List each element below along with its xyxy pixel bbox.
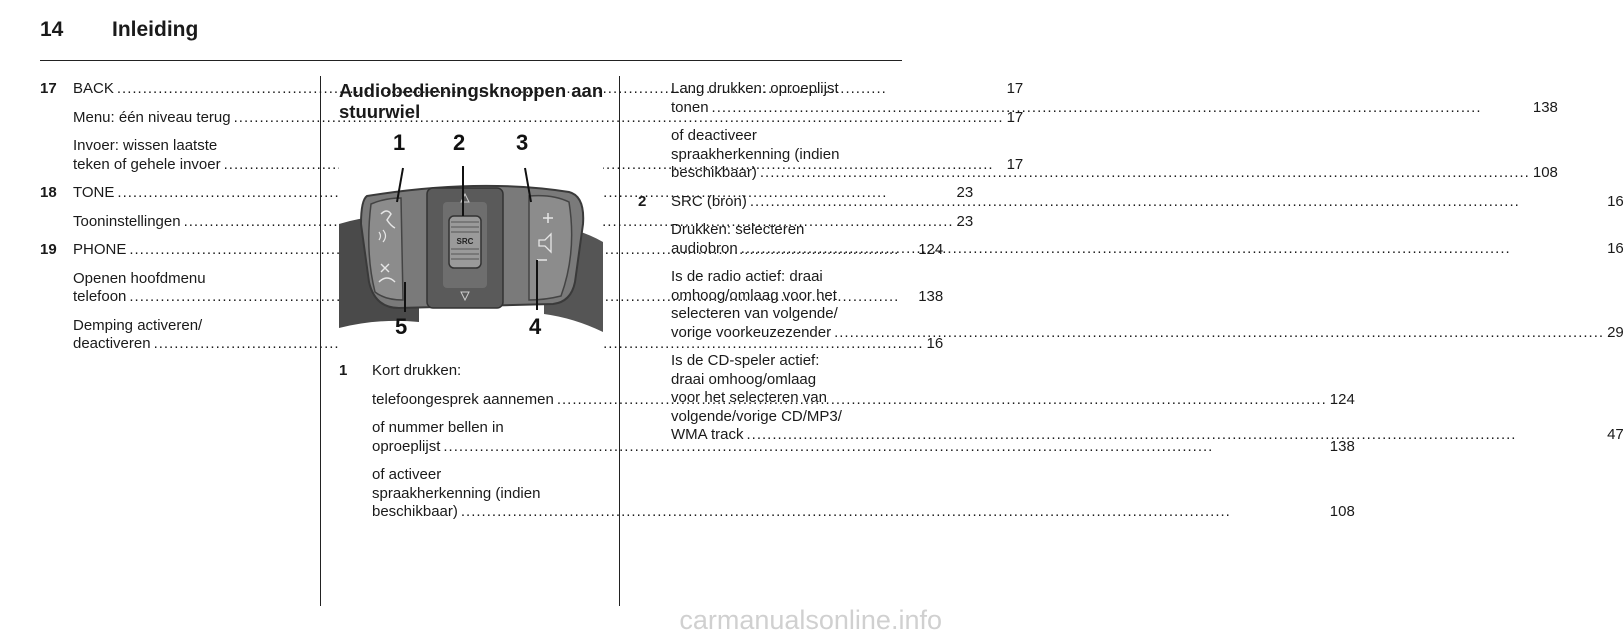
- leader-dots: [760, 164, 1530, 183]
- leader-dots: [747, 426, 1605, 445]
- entry-leader-line: [671, 426, 1624, 445]
- item-body: [671, 193, 1624, 455]
- entry-text: beschikbaar): [671, 164, 757, 181]
- watermark: carmanualsonline.info: [679, 605, 942, 635]
- item-number: 1: [339, 362, 348, 379]
- page-reference: 47: [1607, 426, 1624, 443]
- steering-wheel-illustration: [339, 132, 603, 350]
- page-reference: 16: [1607, 239, 1624, 257]
- page-reference: 138: [918, 288, 944, 305]
- page-reference: 17: [1006, 155, 1024, 173]
- page-reference: 17: [1006, 108, 1024, 126]
- page-reference: 23: [956, 184, 974, 201]
- section-title-line: Audiobedieningsknoppen aan: [339, 80, 604, 101]
- page-reference: 16: [1607, 192, 1624, 210]
- page-reference: 124: [918, 241, 944, 258]
- entry-line: Is de CD-speler actief:: [671, 352, 820, 369]
- item-body: [671, 80, 1558, 193]
- entry-line: omhoog/omlaag voor het: [671, 286, 837, 304]
- callout-1: 1: [393, 130, 406, 155]
- page-reference: 108: [1532, 164, 1558, 181]
- page-reference: 23: [956, 212, 974, 230]
- entry-text: telefoon: [73, 288, 127, 305]
- leader-dots: [834, 324, 1604, 343]
- entry-line: Is de radio actief: draai: [671, 268, 823, 285]
- page-reference: 16: [926, 335, 944, 352]
- steering-wheel-controls-figure: [339, 132, 603, 350]
- entry-line: spraakherkenning (indien: [671, 145, 840, 163]
- section-title-line: stuurwiel: [339, 101, 421, 122]
- page-reference: 138: [1329, 437, 1355, 455]
- entry-leader-line: [671, 164, 1558, 183]
- page-number: 14: [40, 18, 64, 41]
- entry-line: of deactiveer: [671, 127, 757, 144]
- toc-entry: [671, 268, 1624, 342]
- item-number: 17: [40, 80, 57, 97]
- entry-line: selecteren van volgende/: [671, 305, 838, 322]
- toc-entry: [671, 352, 1624, 445]
- entry-line: volgende/vorige CD/MP3/: [671, 407, 842, 425]
- entry-text: telefoongesprek aannemen: [372, 390, 554, 408]
- entry-text: audiobron: [671, 239, 738, 257]
- entry-line: Demping activeren/: [73, 316, 203, 334]
- entry-text: beschikbaar): [372, 503, 458, 520]
- toc-entry: [671, 193, 1624, 212]
- entry-line: draai omhoog/omlaag: [671, 370, 817, 388]
- page-reference: 29: [1607, 323, 1624, 341]
- section-title: [339, 80, 605, 122]
- callout-5: 5: [395, 314, 408, 339]
- header-rule: [40, 60, 902, 61]
- entry-text: PHONE: [73, 241, 127, 258]
- entry-line: Lang drukken: oproeplijst: [671, 80, 839, 97]
- entry-line: voor het selecteren van: [671, 389, 827, 406]
- item-number: 19: [40, 241, 57, 258]
- entry-text: Kort drukken:: [372, 362, 462, 379]
- entry-line: Invoer: wissen laatste: [73, 137, 218, 154]
- page-title: Inleiding: [112, 18, 199, 41]
- entry-line: Drukken: selecteren: [671, 221, 805, 238]
- src-button-label: SRC: [456, 237, 474, 246]
- entry-text: deactiveren: [73, 335, 151, 352]
- entry-line: of activeer: [372, 466, 442, 483]
- callout-4: 4: [529, 314, 542, 339]
- leader-dots: [741, 240, 1604, 259]
- callout-2: 2: [453, 130, 466, 155]
- page-reference: 138: [1532, 98, 1558, 116]
- toc-entry: [671, 80, 1558, 117]
- entry-text: oproeplijst: [372, 437, 441, 455]
- entry-leader-line: [671, 99, 1558, 118]
- entry-text: tonen: [671, 98, 709, 116]
- page-reference: 108: [1329, 503, 1355, 520]
- callout-3: 3: [516, 130, 529, 155]
- entry-text: WMA track: [671, 426, 744, 443]
- item-number: 2: [638, 192, 647, 210]
- entry-text: TONE: [73, 184, 115, 201]
- entry-leader-line: [671, 324, 1624, 343]
- entry-text: Menu: één niveau terug: [73, 108, 231, 126]
- entry-leader-line: [671, 193, 1624, 212]
- toc-entry: [671, 127, 1558, 183]
- page-reference: 17: [1006, 80, 1024, 97]
- page-reference: 124: [1329, 390, 1355, 408]
- leader-dots: [750, 193, 1604, 212]
- entry-text: teken of gehele invoer: [73, 155, 221, 173]
- entry-line: of nummer bellen in: [372, 419, 504, 436]
- entry-text: Tooninstellingen: [73, 212, 181, 230]
- entry-leader-line: [372, 503, 1355, 522]
- entry-text: BACK: [73, 80, 114, 97]
- entry-text: vorige voorkeuzezender: [671, 323, 832, 341]
- toc-entry: [372, 466, 1355, 522]
- item-number: 18: [40, 184, 57, 201]
- toc-entry: [671, 221, 1624, 258]
- leader-dots: [712, 99, 1530, 118]
- entry-line: spraakherkenning (indien: [372, 484, 541, 502]
- item-number: [638, 80, 671, 193]
- entry-text: SRC (bron): [671, 192, 747, 210]
- entry-line: Openen hoofdmenu: [73, 269, 206, 287]
- leader-dots: [461, 503, 1327, 522]
- page-header: [40, 18, 198, 42]
- entry-leader-line: [671, 240, 1624, 259]
